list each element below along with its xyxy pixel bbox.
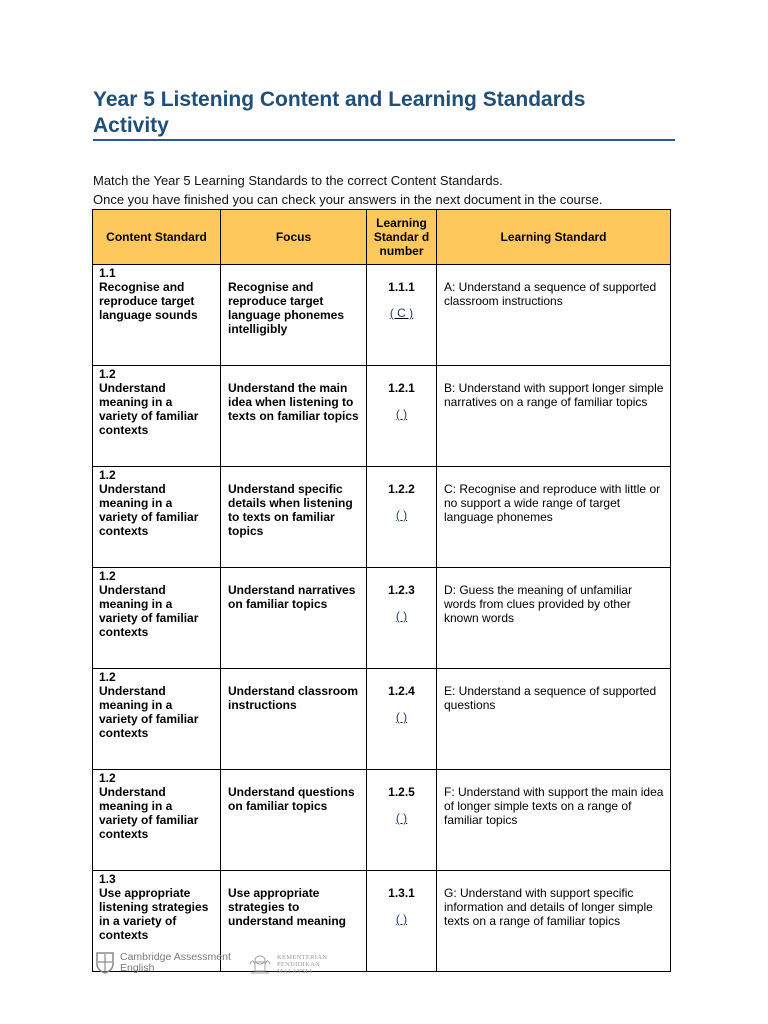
instruction-line: Once you have finished you can check your answers in the next document in the course. xyxy=(93,192,603,207)
answer-blank[interactable]: ( ) xyxy=(395,508,408,522)
cambridge-logo-line: English xyxy=(120,962,155,974)
content-standard-text: Use appropriate listening strategies in a variety of contexts xyxy=(99,886,209,942)
learning-standard-number-cell xyxy=(367,770,437,871)
learning-standard-number-cell xyxy=(367,568,437,669)
cambridge-logo-line: Cambridge Assessment xyxy=(120,951,231,963)
content-standard-code: 1.2 xyxy=(99,468,116,482)
focus-cell: Understand specific details when listening to texts on familiar topics xyxy=(221,467,367,568)
focus-cell: Understand questions on familiar topics xyxy=(221,770,367,871)
learning-standard-number: 1.1.1 xyxy=(388,280,415,294)
header-content-standard: Content Standard xyxy=(93,210,221,265)
learning-standard-cell: E: Understand a sequence of supported questions xyxy=(437,669,671,770)
learning-standard-number-cell xyxy=(367,467,437,568)
learning-standard-number-cell xyxy=(367,366,437,467)
table-row xyxy=(93,366,671,467)
focus-cell: Recognise and reproduce target language phonemes intelligibly xyxy=(221,265,367,366)
header-focus: Focus xyxy=(221,210,367,265)
content-standard-cell xyxy=(93,366,221,467)
content-standard-cell xyxy=(93,467,221,568)
table-row xyxy=(93,669,671,770)
content-standard-text: Understand meaning in a variety of familiar contexts xyxy=(99,785,199,841)
content-standard-code: 1.2 xyxy=(99,367,116,381)
content-standard-text: Understand meaning in a variety of familiar contexts xyxy=(99,381,199,437)
instructions xyxy=(93,171,693,209)
content-standard-code: 1.2 xyxy=(99,569,116,583)
malaysia-crest-icon xyxy=(247,952,273,976)
learning-standard-number: 1.2.2 xyxy=(388,482,415,496)
learning-standard-number: 1.2.5 xyxy=(388,785,415,799)
table-header-row xyxy=(93,210,671,265)
learning-standard-cell: C: Recognise and reproduce with little or no support a wide range of target language phonemes xyxy=(437,467,671,568)
learning-standard-number-cell xyxy=(367,265,437,366)
learning-standard-cell: D: Guess the meaning of unfamiliar words from clues provided by other known words xyxy=(437,568,671,669)
learning-standard-number: 1.2.4 xyxy=(388,684,415,698)
content-standard-cell xyxy=(93,770,221,871)
learning-standard-cell: F: Understand with support the main idea of longer simple texts on a range of familiar topics xyxy=(437,770,671,871)
page-title: Year 5 Listening Content and Learning Standards Activity xyxy=(93,88,586,137)
focus-cell: Understand classroom instructions xyxy=(221,669,367,770)
learning-standard-number: 1.2.1 xyxy=(388,381,415,395)
cambridge-shield-icon xyxy=(96,952,114,974)
content-standard-code: 1.2 xyxy=(99,670,116,684)
focus-cell: Understand the main idea when listening to texts on familiar topics xyxy=(221,366,367,467)
answer-blank[interactable]: ( ) xyxy=(395,710,408,724)
cambridge-logo xyxy=(96,952,231,974)
header-learning-standard: Learning Standard xyxy=(437,210,671,265)
learning-standard-cell: A: Understand a sequence of supported classroom instructions xyxy=(437,265,671,366)
answer-blank[interactable]: ( ) xyxy=(395,912,408,926)
table-row xyxy=(93,770,671,871)
learning-standard-number-cell xyxy=(367,871,437,972)
instruction-line: Match the Year 5 Learning Standards to the correct Content Standards. xyxy=(93,173,503,188)
content-standard-code: 1.1 xyxy=(99,266,116,280)
focus-cell: Understand narratives on familiar topics xyxy=(221,568,367,669)
title-divider xyxy=(93,139,675,141)
focus-cell: Use appropriate strategies to understand meaning xyxy=(221,871,367,972)
kpm-logo xyxy=(247,952,327,976)
content-standard-text: Understand meaning in a variety of familiar contexts xyxy=(99,684,199,740)
answer-blank[interactable]: ( C ) xyxy=(389,306,414,320)
answer-blank[interactable]: ( ) xyxy=(395,407,408,421)
content-standard-cell xyxy=(93,568,221,669)
content-standard-code: 1.3 xyxy=(99,872,116,886)
standards-table xyxy=(92,209,671,972)
kpm-logo-line: PENDIDIKAN xyxy=(277,960,321,968)
answer-blank[interactable]: ( ) xyxy=(395,811,408,825)
content-standard-text: Recognise and reproduce target language sounds xyxy=(99,280,198,322)
answer-blank[interactable]: ( ) xyxy=(395,609,408,623)
learning-standard-number-cell xyxy=(367,669,437,770)
content-standard-cell xyxy=(93,669,221,770)
content-standard-text: Understand meaning in a variety of familiar contexts xyxy=(99,583,199,639)
learning-standard-cell: G: Understand with support specific information and details of longer simple texts on a range of familiar topics xyxy=(437,871,671,972)
content-standard-cell xyxy=(93,265,221,366)
learning-standard-number: 1.2.3 xyxy=(388,583,415,597)
table-row xyxy=(93,467,671,568)
content-standard-code: 1.2 xyxy=(99,771,116,785)
kpm-logo-line: KEMENTERIAN xyxy=(277,953,328,961)
header-learning-standard-number: Learning Standar d number xyxy=(367,210,437,265)
kpm-logo-line: MALAYSIA xyxy=(277,967,314,975)
table-row xyxy=(93,568,671,669)
learning-standard-number: 1.3.1 xyxy=(388,886,415,900)
table-row xyxy=(93,265,671,366)
content-standard-text: Understand meaning in a variety of familiar contexts xyxy=(99,482,199,538)
learning-standard-cell: B: Understand with support longer simple narratives on a range of familiar topics xyxy=(437,366,671,467)
